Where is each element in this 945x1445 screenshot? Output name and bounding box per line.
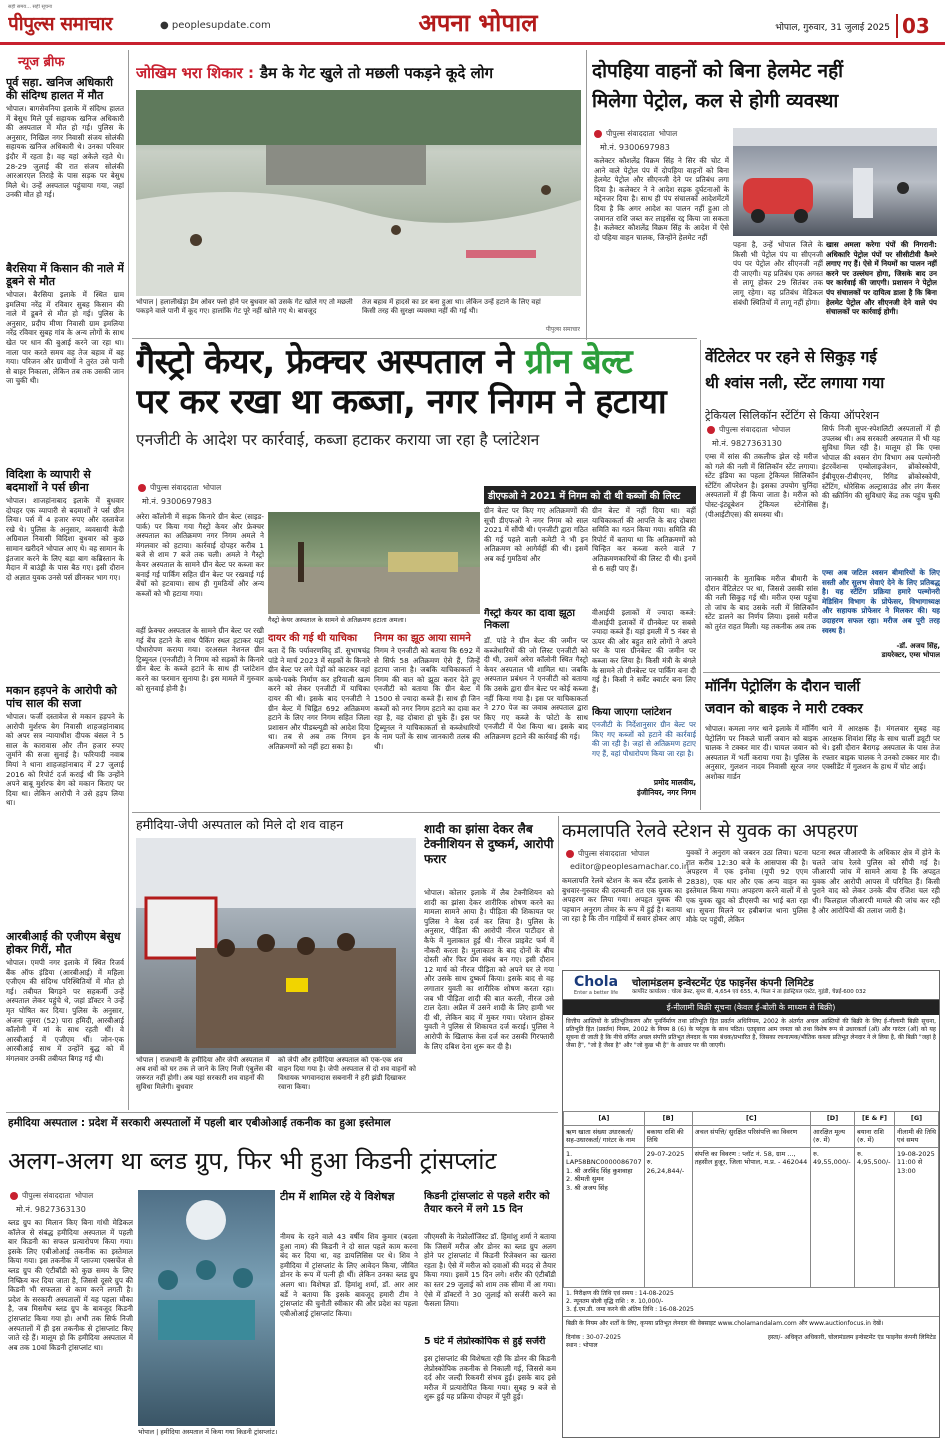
quote-author: -डॉ. अजय सिंह, (896, 642, 940, 650)
ad-col-ef: [E & F] (855, 1112, 895, 1126)
ad-note: 1. निरीक्षण की तिथि एवं समय : 14-08-2025 (566, 1289, 674, 1297)
ad-subhead: बयाना राशि (रु. में) (855, 1125, 895, 1147)
hamidia-jp-photo (136, 838, 416, 1054)
ad-signoff (563, 1331, 939, 1351)
green-belt-subhead: एनजीटी के आदेश पर कार्रवाई, कब्जा हटाकर कराया जा रहा है प्लांटेशन (136, 431, 540, 449)
ad-footer: बिक्री के नियम और शर्तों के लिए, कृपया प्रतिभूत लेनदार की वेबसाइट www.cholamandalam.com और www.auctionfocus.in देखें। (566, 1319, 884, 1327)
hamidia-jp-kicker: हमीदिया-जेपी अस्पताल को मिले दो शव वाहन (136, 817, 344, 832)
trees (136, 90, 581, 145)
gastro-head: गैस्ट्रो केयर का दावा झूठा निकला (484, 608, 575, 631)
plantation-quote-by (592, 778, 696, 804)
demolition-illustration (268, 512, 480, 614)
dam-story-heading (136, 58, 581, 88)
ventilator-col1: एम्स में सांस की तकलीफ झेल रहे मरीज को गले की नली में सिलिकॉन स्टेंट लगाया। स्टेंट इंडिया का पहला ट्रेकियल सिलिकॉन स्टेंटिंग ऑपरेशन है। इसका उपयोग चुनिंदा अस्पतालों में ही किया जाता है। मरीज को पोस्ट-इंट्यूबेशन ट्रेकियल स्टेनोसिस (पीआईटीएस) की समस्या थी। (705, 452, 818, 519)
kamlapati-col1: कमलापति रेलवे स्टेशन के कव स्टैंड इलाके से बुधवार-गुरुवार की दरम्यानी रात एक युवक का अपहरण कर लिया गया। अपहृत युवक की पहचान अनुराग तोमर के रूप में हुई है। बताया जा रहा है कि तीन गाड़ियों में सवार होकर आए (562, 876, 682, 924)
kidney-mobile: मो.नं. 9827363130 (16, 1205, 86, 1214)
ad-cell-property: संपत्ति का विवरण : प्लॉट नं. 58, ग्राम ..., तहसील हुजूर, जिला भोपाल, म.प्र. - 462044 (692, 1147, 810, 1287)
helmet-text-2: पहना है, उन्हें भोपाल जिले के किसी भी पेट्रोल पंप या सीएनजी पंप पर पेट्रोल और सीएनजी नहीं दी जाएगी। यह प्रतिबंध एक अगस्त से लागू होकर 29 सितंबर तक लागू रहेगा। यह प्रतिबंध मेडिकल संबंधी स्थितियों में लागू नहीं होगा। (733, 240, 823, 307)
ventilator-col1b: जानकारी के मुताबिक मरीज बीमारी के दौरान वेंटिलेटर पर था, जिससे उसकी सांस की नली सिकुड़ गई थी। मरीज एम्स पहुंचा तो जांच के बाद उसके नली में सिलिकॉन स्टेंट डालने का निर्णय लिया। इससे मरीज को तुरंत राहत मिली। यह तकनीक अब तक (705, 574, 818, 631)
byline-city: भोपाल (630, 849, 650, 858)
ad-address: कार्पोरेट कार्यालय : चोला क्रेस्ट, सुपर बी, 4,654 एवं 655, 4, फिल नं ता इंडस्ट्रियल एस्टेट, गुइंडी, चेन्नई-600 032 (632, 988, 867, 995)
ventilator-quote: एम्स अब जटिल श्वसन बीमारियों के लिए सस्ती और सुलभ सेवाएं देने के लिए प्रतिबद्ध है। यह स्टेंटिंग प्रक्रिया हमारे पल्मोनरी मेडिसिन विभाग के प्रोफेसर, विभागाध्यक्ष और सहायक प्रोफेसर ने मिलकर की। यह उदाहरण सफल रहा। मरीज अब पूरी तरह स्वस्थ है। (822, 568, 940, 635)
ventilator-headline (705, 344, 940, 408)
morning-headline (705, 676, 940, 722)
person (541, 185, 551, 195)
page-number: 03 (896, 14, 936, 38)
petition-head: दायर की गई थी याचिका (268, 633, 358, 644)
news-brief-column (6, 52, 124, 1112)
kidney-pre-text: जीएमसी के नेफ्रोलॉजिस्ट डॉ. हिमांशु शर्मा ने बताया कि जिसमें मरीज और डोनर का ब्लड ग्रुप अलग होने पर ट्रांसप्लांट में किडनी रिजेक्शन का खतरा रहता है। ऐसे में मरीज को दवाओं की मदद से तैयार किया गया। इसमें 15 दिन लगे। शरीर की एंटीबॉडी का स्तर 29 जुलाई को शाम तक सीमा में आ गया। ऐसे में डॉक्टरों ने 30 जुलाई को सर्जरी करने का फैसला लिया। (424, 1232, 556, 1309)
lie-text: निगम ने एनजीटी को बताया कि 692 में से सिर्फ 58 अतिक्रमण ऐसे हैं, जिन्हें हटाया जाना है। जबकि याचिकाकर्ता ने निगम की बात को झूठा करार देते हुए एनजीटी को बताया कि ग्रीन बेल्ट में 1500 से ज्यादा कब्जे हैं। साथ ही जिन कब्जों को नगर निगम हटाने का दावा कर रहा है, वह दोबारा हो चुके हैं। इस पर ट्रिब्यूनल ने याचिकाकर्ता से कब्जेधारियों के नाम पतों के साथ जानकारी तलब की थी। (374, 646, 480, 751)
ad-note: 3. ई.एम.डी. जमा करने की अंतिम तिथि : 16-08-2025 (566, 1305, 694, 1313)
quote-role: डायरेक्टर, एम्स भोपाल (881, 651, 940, 659)
person (217, 939, 235, 957)
kamlapati-headline: कमलापति रेलवे स्टेशन से युवक का अपहरण (562, 821, 858, 842)
person (190, 234, 202, 246)
gastro-text: डॉ. पांडे ने ग्रीन बेल्ट की जमीन पर कब्जेधारियों की जो लिस्ट एनजीटी को दी थी, उसमें अरेरा कॉलोनी स्थित गैस्ट्रो केयर अस्पताल भी शामिल था। जबकि अस्पताल प्रबंधन ने एनजीटी को बताया कि उसके द्वारा ग्रीन बेल्ट पर कोई कब्जा नहीं किया गया है। इस पर याचिकाकर्ता ने 270 पेज का जवाब अस्पताल द्वारा किए गए कब्जे के फोटो के साथ एनजीटी में पेश किया था। इसके बाद अतिक्रमण हटाने की कार्रवाई की गई। (484, 636, 588, 741)
canopy (733, 128, 937, 146)
kidney-lap-text: इस ट्रांसप्लांट की विशेषता रही कि डोनर की किडनी लेप्रोस्कोपिक तकनीक से निकाली गई, जिससे कम दर्द और जल्दी रिकवरी संभव हुई। इसके बाद इसे मरीज में प्रत्यारोपित किया गया। सुबह 9 बजे से शुरू हुई यह प्रक्रिया दोपहर में पूरी हुई। (424, 1354, 556, 1402)
section-rule (132, 338, 697, 339)
ad-subhead: अचल संपत्ति/ सुरक्षित परिसंपत्ति का विवरण (692, 1125, 810, 1147)
surgical-light (186, 1200, 226, 1240)
byline-icon (138, 484, 146, 492)
petrol-pump-illustration (733, 128, 937, 236)
brief-text: भोपाल। बागसेवनिया इलाके में संदिग्ध हालत में बेसुध मिले पूर्व सहायक खनिज अधिकारी की अस्पताल में मौत हो गई। पुलिस के अनुसार, निखिल नगर निवासी संजय सोलंकी सहायक खनिज अधिकारी थे। उनका परिवार इंदौर में रहता है। वह यहां अकेले रहते थे। 28-29 जुलाई की रात संजय सोलंकी आरआरएल तिराहे के पास सड़क पर बेसुध मिले थे। उन्हें अस्पताल पहुंचाया गया, जहां उनकी मौत हो गई। (6, 104, 124, 200)
surgeon (233, 1268, 253, 1288)
headline-part: गैस्ट्रो केयर, फ्रेक्चर अस्पताल ने (136, 342, 514, 382)
helmet-headline-line2: मिलेगा पेट्रोल, कल से होगी व्यवस्था (592, 90, 839, 112)
red-car (743, 178, 813, 214)
green-belt-col1b: वहीं फ्रेक्चर अस्पताल के सामने ग्रीन बेल्ट पर रखी गई बेंच हटाने के साथ पैकिंग स्थल हटाकर यहां पौधारोपण कराया गया। दरअसल नेशनल ग्रीन ट्रिब्यूनल (एनजीटी) ने निगम को सड़कों के किनारे ग्रीन बेल्ट के कब्जे हटाने के साथ ही प्लांटेशन करने का फरमान सुनाया है। इस मामले में गुरुवार को सुनवाई होनी है। (136, 626, 264, 693)
byline-city: भोपाल (771, 425, 791, 434)
dfo-box-right: ग्रीन बेल्ट में नहीं दिया था। वहीं याचिकाकर्ता की आपत्ति के बाद दोबारा समिति का गठन किया गया। समिति की रिपोर्ट में बताया था कि अतिक्रमणों को चिन्हित कर कब्जा करने वाले 7 अतिक्रमणकारियों की लिस्ट दी थी। इनमें से 6 सही पाए हैं। (592, 506, 696, 573)
masthead-brand: पीपुल्स समाचार (8, 13, 113, 35)
helmet-headline-line1: दोपहिया वाहनों को बिना हेलमेट नहीं (592, 60, 844, 82)
dfo-box-head: डीएफओ ने 2021 में निगम को दी थी कब्जों की लिस्ट (484, 486, 696, 504)
dam-photo (136, 90, 581, 296)
brief-item-5 (6, 930, 124, 1112)
morning-col2: थाने में आरक्षक हैं। मंगलवार सुबह वह आरक्षक शिवांश सिंह के साथ चार्ली ड्यूटी पर थे। इसी दौरान बैरागढ़ अस्पताल के पास तेज रफ्तार बाइक चालक ने उनको टक्कर मार दी। एक्सीडेंट में गुलशन के हाथ में चोट आई। (822, 724, 940, 772)
surgeon (196, 1260, 216, 1280)
brief-text: भोपाल। एमपी नगर इलाके में स्थित रिजर्व बैंक ऑफ इंडिया (आरबीआई) में महिला एजीएम की संदिग्ध परिस्थितियों में मौत हो गई। तबीयत बिगड़ने पर सहकर्मी उन्हें अस्पताल लेकर पहुंचे थे, जहां डॉक्टर ने उन्हें मृत घोषित कर दिया। पुलिस के अनुसार, अंजना जुमरा (52) पारा हमिदी, आरबीआई कॉलोनी में मां के साथ रहती थीं। वे आरबीआई में एजीएम थीं। जोन-एक आरबीआई साथ में उन्होंने बुद्ध को में मंगलवार उनकी तबीयत बिगड़ गई थी। (6, 958, 124, 1063)
kidney-headline: अलग-अलग था ब्लड ग्रुप, फिर भी हुआ किडनी ट्रांसप्लांट (8, 1147, 497, 1175)
section-rule (703, 672, 940, 673)
kamlapati-email[interactable]: editor@peoplesamachar.co.in (570, 862, 689, 871)
ad-table-subheader (564, 1125, 939, 1147)
vip-text: वीआईपी इलाकों में ज्यादा कब्जे: वीआईपी इलाकों में ग्रीनबेल्ट पर सबसे ज्यादा कब्जे हैं। यहां इमली में 5 नंबर से ऊपर की ओर बहुत सारे लोगों ने अपने घर के पास ग्रीनबेल्ट की जमीन पर कब्जा कर लिया है। किसी मंत्री के बंगले के सामने तो ग्रीनबेल्ट पर पार्किंग बना दी गई है। किसी ने सर्वेंट क्वार्टर बना लिए हैं। (592, 608, 696, 694)
ad-table-row (564, 1147, 939, 1287)
green-belt-headline-line1 (136, 342, 696, 382)
kidney-byline (10, 1190, 140, 1202)
ad-company-block (632, 975, 936, 996)
kidney-lap-head: 5 घंटे में लेप्रोस्कोपिक से हुई सर्जरी (424, 1336, 546, 1347)
car-wheel (794, 209, 808, 223)
ad-col-d: [D] (811, 1112, 855, 1126)
hamidia-jp-caption: भोपाल | राजधानी के हमीदिया और जेपी अस्पताल में अब शवों को घर तक ले जाने के लिए निजी एंबुलेंस की जरूरत नहीं होगी। अब यहां सरकारी शव वाहनों की सुविधा मिलेगी। बुधवार (136, 1056, 273, 1091)
green-belt-headline (136, 342, 696, 426)
fuel-dispenser (853, 168, 873, 218)
chola-logo-text: Chola (573, 974, 619, 990)
brief-text: भोपाल। बैरसिया इलाके में स्थित ग्राम इमलिया नरेंद्र में रविवार सुबह किसान की नाले में डूबने से मौत हो गई। पुलिस के अनुसार, प्रदीप मीणा निवासी ग्राम इमलिया नरेंद्र रविवार सुबह गांव के अन्य लोगों के साथ खेत पर धान की बुआई करने जा रहा था। नाला पार करते समय वह तेज बहाव में बह गया। परिजन और ग्रामीणों ने तुरंत उसे पानी से बाहर निकाला, लेकिन तब तक उसकी जान जा चुकी थी। (6, 290, 124, 386)
column-divider (586, 50, 587, 340)
ad-cell-emd: रु. 4,95,500/- (855, 1147, 895, 1287)
section-rule (132, 812, 940, 813)
ad-subhead: ऋण खाता संख्या उधारकर्ता/ सह-उधारकर्ता/ गारंटर के नाम (564, 1125, 645, 1147)
brief-headline: आरबीआई की एजीएम बेसुध होकर गिरीं, मौत (6, 930, 121, 956)
ad-notes (563, 1288, 939, 1317)
kamlapati-col3: घटना स्थल जीआरपी के अधिकार क्षेत्र में होने के चलते जांच रेलवे पुलिस को सौंपी गई है। जीआरपी जांच में सामने आया है कि अपहृत युवक और आरोपी आपस में परिचित हैं। किसी पुराने वाद को लेकर उनके बीच रंजिश चल रही थी। फिलहाल जीआरपी मामले की जांच कर रही है और आरोपियों की तलाश जारी है। (812, 848, 940, 915)
issue-date: भोपाल, गुरुवार, 31 जुलाई 2025 (775, 23, 890, 33)
byline-icon (594, 130, 602, 138)
brief-headline: विदिशा के व्यापारी से बदमाशों ने पर्स छीना (6, 468, 91, 494)
helmet-photo (733, 128, 937, 236)
kidney-photo (138, 1190, 275, 1426)
hamidia-jp-caption-2: को जेपी और हमीदिया अस्पताल को एक-एक शव वाहन दिया गया है। जेपी अस्पताल से दो शव वाहनों को विधायक भगवानदास सबनानी ने हरी झंडी दिखाकर रवाना किया। (278, 1056, 416, 1091)
brief-item-4 (6, 684, 124, 922)
ad-cell-reserve: रु. 49,55,000/- (811, 1147, 855, 1287)
ad-place: स्थान : भोपाल (566, 1341, 598, 1349)
section-rule (6, 1112, 558, 1113)
rider (897, 182, 909, 194)
ventilator-headline-line1: वेंटिलेटर पर रहने से सिकुड़ गई (705, 348, 877, 366)
ad-col-g: [G] (895, 1112, 939, 1126)
column-divider (700, 340, 701, 810)
plantation-quote: एनजीटी के निर्देशानुसार ग्रीन बेल्ट पर किए गए कब्जों को हटाने की कार्रवाई की जा रही है। जहां से अतिक्रमण हटाए गए हैं, वहां पौधारोपण किया जा रहा है। (592, 720, 696, 758)
byline-icon (566, 850, 574, 858)
headline-highlight: ग्रीन बेल्ट (525, 342, 633, 382)
person (391, 225, 401, 235)
kidney-col1: ब्लड ग्रुप का मिलान किए बिना गांधी मेडिकल कॉलेज से संबद्ध हमीदिया अस्पताल में पहली बार किडनी का सफल प्रत्यारोपण किया गया। इसके लिए एबीओआई तकनीक का इस्तेमाल किया गया। इस तकनीक में प्लाज्मा एक्सचेंज से ब्लड ग्रुप की एंटीबॉडी को कुछ समय के लिए निष्क्रिय कर दिया जाता है, जिससे दूसरे ग्रुप की किडनी भी सफलता से काम करने लगती है। प्रदेश के सरकारी अस्पतालों में यह पहला मौका है, जब मिसमैच ब्लड ग्रुप के बावजूद किडनी ट्रांसप्लांट किया गया हो। अभी तक सिर्फ निजी अस्पतालों में ही इस तकनीक से ट्रांसप्लांट किए जाते रहे हैं। मालूम हो कि हमीदिया अस्पताल में अब तक 10वां किडनी ट्रांसप्लांट था। (8, 1218, 133, 1352)
hearse-inauguration-illustration (136, 838, 416, 1054)
dam-credit: पीपुल्स समाचार (545, 326, 580, 333)
kamlapati-col2: युवकों ने अनुराग को जबरन उठा लिया। घटना रात करीब 12:30 बजे के आसपास की है। अपहरण में एक इनोवा (यूपी 92 एएम 2838), एक थार और एक अन्य वाहन का इस्तेमाल किया गया। अपहरण करने वालों में से एक युवक खुद को डीएसपी का भाई बता रहा था। सूचना मिलने पर हबीबगंज थाना पुलिस मौके पर पहुंची, लेकिन (686, 848, 808, 925)
byline-icon (707, 426, 715, 434)
dam-wall (266, 145, 426, 185)
dam-kicker: जोखिम भरा शिकार : (136, 64, 254, 82)
helmet-byline (594, 128, 724, 140)
kidney-photo-caption: भोपाल | हमीदिया अस्पताल में किया गया किडनी ट्रांसप्लांट। (138, 1428, 278, 1436)
lie-head: निगम का झूठ आया सामने (374, 633, 471, 644)
ad-date: दिनांक : 30-07-2025 (566, 1333, 621, 1341)
quote-role: इंजीनियर, नगर निगम (636, 788, 696, 797)
helmet-mobile: मो.नं. 9300697983 (600, 143, 670, 152)
helmet-headline (592, 56, 937, 126)
debris (388, 552, 458, 572)
ad-company: चोलामंडलम इन्वेस्टमेंट एंड फाइनेंस कंपनी लिमिटेड (632, 977, 814, 989)
ventilator-mobile: मो.नं. 9827363130 (712, 439, 782, 448)
flag (286, 978, 308, 992)
ad-subhead: आरक्षित मूल्य (रु. में) (811, 1125, 855, 1147)
brief-item-1 (6, 76, 124, 254)
ad-note: 2. न्यूनतम बोली वृद्धि राशि : रु. 10,000/- (566, 1297, 664, 1305)
brief-item-3 (6, 468, 124, 676)
website-link[interactable]: ● peoplesupdate.com (160, 20, 271, 31)
chola-logo (566, 974, 626, 996)
operating-table (158, 1300, 255, 1340)
ad-cell-auction-date: 19-08-2025 11:00 से 13:00 (895, 1147, 939, 1287)
ad-cell-borrower: 1. LAP58BNC0000086707 1. श्री अरविंद सिंह कुशवाहा 2. श्रीमती सुमन 3. श्री अजय सिंह (564, 1147, 645, 1287)
brief-item-2 (6, 262, 124, 460)
lab-text: भोपाल। कोलार इलाके में लैब टेक्नीशियन को शादी का झांसा देकर शारीरिक शोषण करने का मामला सामने आया है। पीड़िता की शिकायत पर पुलिस ने केस दर्ज कर लिया है। पुलिस के अनुसार, पीड़िता की आरोपी नीरज पाटीदार से कैफे में मुलाकात हुई थी। नीरज प्राइवेट फर्म में नौकरी करता है। मुलाकात के बाद दोनों के बीच दोस्ती और फिर प्रेम संबंध बन गए। इसी दौरान 12 मार्च को नीरज पीड़िता को अपने घर ले गया और उसके साथ दुष्कर्म किया। इसके बाद से वह लगातार युवती का शारीरिक शोषण करता रहा। जब भी पीड़िता शादी की बात करती, नीरज उसे टाल देता। अप्रैल में उसने शादी के लिए हामी भर दी थी, लेकिन बाद में मुकर गया। परेशान होकर युवती ने पुलिस से शिकायत दर्ज कराई। पुलिस ने आरोपी के खिलाफ केस दर्ज कर उसकी गिरफ्तारी के लिए दबिश देना शुरू कर दी है। (424, 888, 554, 1051)
car-wheel (751, 209, 765, 223)
morning-col1: भोपाल। कमला नगर थाने इलाके में मॉर्निंग पेट्रोलिंग पर निकले चार्ली जवान को बाइक चालक ने टक्कर मार दी। घायल जवान को अस्पताल में भर्ती कराया गया है। पुलिस के अनुसार, गुलशन नादव निवासी सूरज नगर अशोका गार्डन (705, 724, 818, 781)
ad-col-c: [C] (692, 1112, 810, 1126)
dam-caption-left: भोपाल | हलालीखेड़ा डैम ओवर फ्लो होने पर बुधवार को उसके गेट खोले गए तो मछली पकड़ने वाले पानी में कूद गए। हालांकि गेट पूरे नहीं खोले गए थे। बावजूद (136, 298, 353, 315)
kidney-pre-head: किडनी ट्रांसप्लांट से पहले शरीर को तैयार करने में लगे 15 दिन (424, 1191, 550, 1215)
brief-text: भोपाल। शाजहांनाबाद इलाके में बुधवार दोपहर एक व्यापारी से बदमाशों ने पर्स छीन लिया। पर्स में 4 हजार रुपए और दस्तावेज रखे थे। पुलिस के अनुसार, व्यवसायी केदी अग्रिवाल निवासी विदिशा बुधवार को कुछ सामान खरीदने भोपाल आए थे। वह सामान के इंतजार करने के लिए बड़ा बाग कब्रिस्तान के मैदान में बाउंड्री के पास बैठ गए। इसी दौरान दो अज्ञात युवक उनसे पर्स छीनकर भाग गए। (6, 496, 124, 582)
byline-city: भोपाल (74, 1191, 94, 1200)
lab-headline: शादी का झांसा देकर लैब टेक्नीशियन से दुष्कर्म, आरोपी फरार (424, 822, 554, 866)
brief-headline: पूर्व सहा. खनिज अधिकारी की संदिग्ध हालत में मौत (6, 76, 113, 102)
green-belt-photo-caption: गैस्ट्रो केयर अस्पताल के सामने से अतिक्रमण हटाता अमला। (268, 616, 407, 624)
ad-intro: वित्तीय आस्तियों के प्रतिभूतिकरण और पुनर्निर्माण तथा प्रतिभूति हित प्रवर्तन अधिनियम, 2002 के अंतर्गत अचल आस्तियों की बिक्री के लिए ई-नीलामी बिक्री सूचना, प्रतिभूति हित (प्रवर्तन) नियम, 2002 के नियम 8 (6) के परंतुक के साथ पठित। एतद्द्वारा आम जनता को तथा विशेष रूप से उधारकर्ता (ओं) और गारंटर (ओं) को यह सूचना दी जाती है कि नीचे वर्णित अचल संपत्ति प्रतिभूत लेनदार के पास बंधक/प्रभारित है, जिसका रचनात्मक/भौतिक कब्जा प्रतिभूत लेनदार ने ले लिया है, की बिक्री "जहां है जैसा है", "जो है जैसा है" और "जो कुछ भी है" के आधार पर की जाएगी। (566, 1018, 936, 1049)
boat (466, 250, 536, 258)
ad-signature: हस्ता/- अधिकृत अधिकारी, चोलामंडलम इन्वेस्टमेंट एंड फाइनेंस कंपनी लिमिटेड (767, 1333, 936, 1341)
water-flow (136, 192, 581, 296)
ad-auction-title: ई-नीलामी बिक्री सूचना (केवल ई-बोली के माध्यम से बिक्री) (563, 1000, 939, 1015)
ad-date-place (566, 1333, 621, 1349)
dam-photo-illustration (136, 90, 581, 296)
green-belt-col1: अरेरा कॉलोनी में सड़क किनारे ग्रीन बेल्ट (साइड-पार्क) पर किया गया गैस्ट्रो केयर और फ्रेक्चर अस्पताल का अतिक्रमण नगर निगम अमले ने मंगलवार को हटाया। कार्रवाई दोपहर करीब 1 बजे से शाम 7 बजे तक चली। अमले ने गैस्ट्रो केयर अस्पताल के सामने ग्रीन बेल्ट पर कब्जा कर बनाई गई पार्किंग सहित ग्रीन बेल्ट पर रखवाई गई बेंचों को हटवाया। साथ ही गुमठियों और अन्य कब्जों को भी हटाया गया। (136, 512, 264, 598)
petition-text: बता दें कि पर्यावरणविद् डॉ. सुभाषचंद्र पांडे ने मार्च 2023 में सड़कों के किनारे ग्रीन बेल्ट पर लगे पेड़ों को काटकर वहां कच्चे-पक्के निर्माण कर हरियाली खत्म करने को लेकर एनजीटी में याचिका दायर की थी। इसके बाद एनजीटी ने ग्रीन बेल्ट में चिह्नित 692 अतिक्रमण हटाने के लिए नगर निगम सहित जिला प्रशासन और पीडब्ल्यूडी को आदेश दिया था। तब से अब तक निगम इन अतिक्रमणों को नहीं हटा सका है। (268, 646, 370, 751)
byline-name: पीपुल्स संवाददाता (578, 849, 627, 858)
chola-auction-ad (562, 970, 940, 1438)
ventilator-byline (707, 424, 827, 436)
green-belt-photo (268, 512, 480, 614)
green-belt-mobile: मो.नं. 9300697983 (142, 497, 212, 506)
green-belt-headline-line2: पर कर रखा था कब्जा, नगर निगम ने हटाया (136, 382, 667, 422)
dfo-box-left: ग्रीन बेल्ट पर किए गए अतिक्रमणों की सूची डीएफओ ने नगर निगम को साल 2021 में सौंपी थी। एनजीटी द्वारा गठित की गई पहले वाली कमेटी ने भी इन अतिक्रमण को आगेर्वहीं की थी। इसमें अब कई गुमठियां और (484, 506, 588, 563)
ad-subhead: नीलामी की तिथि एवं समय (895, 1125, 939, 1147)
helmet-sidebar: खास अमला करेगा पंपों की निगरानी: अधिकारि पेट्रोल पंपों पर सीसीटीवी कैमरे लगाए गए हैं। ऐसे में नियमों का पालन नहीं करने पर उल्लंघन होगा, जिसके बाद उन पर कार्रवाई की जाएगी। प्रशासन ने पेट्रोल पंप संचालकों पर दायित्व डाला है कि बिना हेलमेट पेट्रोल और सीएनजी देने वाले पंप संचालकों पर कार्रवाई होगी। (826, 240, 937, 317)
ad-table-header (564, 1112, 939, 1126)
ad-header (563, 971, 939, 1000)
kidney-team-head: टीम में शामिल रहे ये विशेषज्ञ (280, 1190, 395, 1203)
ventilator-quote-by (822, 642, 940, 664)
kidney-kicker: हमीदिया अस्पताल : प्रदेश में सरकारी अस्पतालों में पहली बार एबीओआई तकनीक का हुआ इस्तेमाल (8, 1117, 391, 1129)
dam-caption-right: तेज बहाव में हादसे का डर बना हुआ था। लेकिन उन्हें हटाने के लिए वहां किसी तरह की सुरक्षा व्यवस्था नहीं की गई थी। (362, 298, 541, 315)
person (257, 934, 275, 952)
dam-headline: डैम के गेट खुले तो मछली पकड़ने कूदे लोग (260, 64, 494, 82)
ventilator-headline-line2: थी श्वांस नली, स्टेंट लगाया गया (705, 374, 885, 392)
chola-logo-tagline: Enter a better life (573, 990, 619, 996)
kamlapati-byline (566, 848, 686, 860)
byline-icon (10, 1192, 18, 1200)
surgery-illustration (138, 1190, 275, 1426)
kidney-team-text: नीमच के रहने वाले 43 वर्षीय शिव कुमार (बदला हुआ नाम) की किडनी ने दो साल पहले काम करना बंद कर दिया था, वह डायलिसिस पर थे। शिव ने हमीदिया में ट्रांसप्लांट के लिए आवेदन किया, जीवित डोनर के रूप में पत्नी ही थीं। लेकिन उनका ब्लड ग्रुप अलग था। विशेषज्ञ डॉ. हिमांशु शर्मा, डॉ. आर आर बर्डे ने बताया कि इसके बावजूद हमारी टीम ने ट्रांसप्लांट की चुनौती स्वीकार की और प्रदेश का पहला एबीओआई ट्रांसप्लांट किया। (280, 1232, 418, 1318)
morning-headline-line1: मॉर्निंग पेट्रोलिंग के दौरान चार्ली (705, 679, 860, 695)
quote-author: प्रमोद मालवीय, (653, 778, 696, 787)
byline-city: भोपाल (658, 129, 678, 138)
byline-name: पीपुल्स संवाददाता (22, 1191, 71, 1200)
section-title: अपना भोपाल (418, 8, 538, 37)
byline-name: पीपुल्स संवाददाता (150, 483, 199, 492)
person (337, 933, 355, 951)
ad-col-a: [A] (564, 1112, 645, 1126)
column-divider (558, 816, 559, 966)
morning-headline-line2: जवान को बाइक ने मारी टक्कर (705, 701, 863, 717)
crowd (196, 948, 396, 1048)
byline-name: पीपुल्स संवाददाता (719, 425, 768, 434)
green-belt-byline (138, 482, 268, 494)
header-rule (0, 42, 945, 45)
ventilator-subhead: ट्रेकियल सिलिकॉन स्टेंटिंग से किया ऑपरेशन (705, 409, 880, 422)
column-divider (128, 50, 129, 1110)
brief-headline: बैरसिया में किसान की नाले में डूबने से मौत (6, 262, 124, 288)
byline-name: पीपुल्स संवाददाता (606, 129, 655, 138)
ad-table (563, 1111, 939, 1288)
masthead-tagline: सही समय... सही सूचना (8, 4, 53, 10)
brief-headline: मकान हड़पने के आरोपी को पांच साल की सजा (6, 684, 117, 710)
ad-subhead: बकाया राशि की तिथि (644, 1125, 692, 1147)
byline-city: भोपाल (202, 483, 222, 492)
helmet-text: कलेक्टर कौशलेंद्र विक्रम सिंह ने सिर की चोट में आने वाले पेट्रोल पंप में दोपहिया वाहनों को बिना हेलमेट पेट्रोल और सीएनजी देने पर प्रतिबंध लगा दिया है। कलेक्टर ने ने आदेश सड़क दुर्घटनाओं के मद्देनजर दिया है। साथ ही पंप संचालकों आदेशमेंटमें दिया है कि अगर आदेश का पालन नहीं हुआ तो जमानत राशि जब्त कर लाइसेंस रद्द किया जा सकता है। कलेक्टर कौशलेंद्र विक्रम सिंह के आदेश में ऐसे दो पहिया वाहन चालक, जिन्होंने हेलमेट नहीं (594, 156, 729, 242)
masthead-logo (8, 4, 138, 40)
surgeon (158, 1270, 178, 1290)
ad-col-b: [B] (644, 1112, 692, 1126)
plantation-head: किया जाएगा प्लांटेशन (592, 707, 672, 718)
ad-cell-dues: 29-07-2025 रु. 26,24,844/- (644, 1147, 692, 1287)
person (297, 937, 315, 955)
ventilator-col2: सिर्फ निजी सुपर-स्पेशलिटी अस्पतालों में ही उपलब्ध थी। अब सरकारी अस्पताल में भी यह सुविधा मिल रही है। मालूम हो कि एम्स भोपाल की श्वसन रोग विभाग अब पल्मोनरी इंटरवेंशन्स एम्बोलाइजेशन, ब्रोंकोस्कोपी, ईबीयूएस-टीबीएनए, रिगिड ब्रोंकोस्कोपी, स्टेंटिंग, थोरेसिक अल्ट्रासाउंड और लंग कैंसर की स्क्रीनिंग की सुविधाएं केंद्र तक पहुंच चुकी हैं। (822, 424, 940, 510)
brief-title: न्यूज ब्रीफ (18, 55, 65, 70)
worker (298, 542, 304, 582)
brief-text: भोपाल। फर्जी दस्तावेज से मकान हड़पने के आरोपी मुर्शरफ बेग निवासी शाहजहांनाबाद को अपर सत्र न्यायाधीश दीपक बंसल ने 5 साल के कारावास और तीन हजार रुपए जुर्माने की सजा सुनाई है। फरियादी नवाब मियां ने थाना शाहजहांनाबाद में 27 जुलाई 2016 को रिपोर्ट दर्ज कराई थी कि उन्होंने अपने बाबू मुर्शरफ बेग को मकान किराए पर दिया था। लेकिन आरोपी ने उसे हड़प लिया था। (6, 712, 124, 808)
